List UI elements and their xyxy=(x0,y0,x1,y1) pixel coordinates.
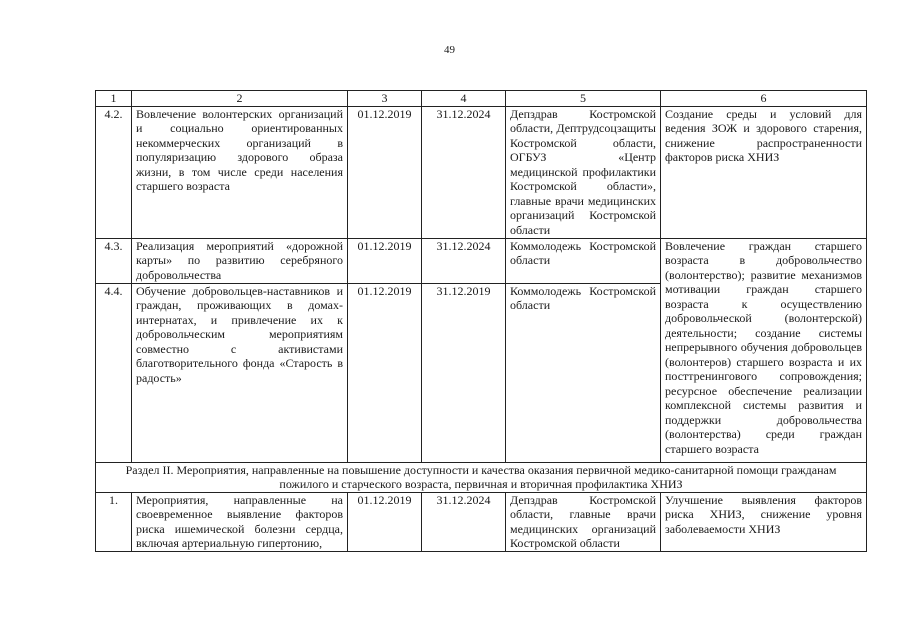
column-header: 6 xyxy=(661,91,867,107)
column-header: 4 xyxy=(422,91,506,107)
row-number: 4.2. xyxy=(96,106,132,238)
result-cell: Улучшение выявления факторов риска ХНИЗ, снижение уровня заболеваемости ХНИЗ xyxy=(661,492,867,551)
executor-cell: Депздрав Костромской области, главные врачи медицинских организаций Костромской области xyxy=(506,492,661,551)
result-cell: Вовлечение граждан старшего возраста в добровольчество (волонтерство); развитие механизмов мотивации граждан старшего возраста к осуществлению добровольческой (волонтерской) деятельности; создание системы непрерывного обучения добровольцев (волонтеров) старшего возраста и их посттренингового сопровождения; ресурсное обеспечение реализации комплексной системы развития и поддержки добровольчества (волонтерства) среди граждан старшего возраста xyxy=(661,238,867,462)
column-header: 5 xyxy=(506,91,661,107)
column-header: 2 xyxy=(132,91,348,107)
end-date-cell: 31.12.2019 xyxy=(422,283,506,462)
activity-cell: Обучение добровольцев-наставников и граждан, проживающих в домах-интернатах, и привлечение их к добровольческим мероприятиям совместно с активистами благотворительного фонда «Старость в радость» xyxy=(132,283,348,462)
row-number: 4.4. xyxy=(96,283,132,462)
table-row xyxy=(96,106,867,238)
measures-table xyxy=(95,90,867,552)
end-date-cell: 31.12.2024 xyxy=(422,238,506,283)
activity-cell: Вовлечение волонтерских организаций и социально ориентированных некоммерческих организаций в популяризацию здорового образа жизни, в том числе среди населения старшего возраста xyxy=(132,106,348,238)
row-number: 4.3. xyxy=(96,238,132,283)
column-header: 3 xyxy=(348,91,422,107)
start-date-cell: 01.12.2019 xyxy=(348,106,422,238)
executor-cell: Депздрав Костромской области, Дептрудсоцзащиты Костромской области, ОГБУЗ «Центр медицинской профилактики Костромской области», главные врачи медицинских организаций Костромской области xyxy=(506,106,661,238)
table-row xyxy=(96,492,867,551)
row-number: 1. xyxy=(96,492,132,551)
end-date-cell: 31.12.2024 xyxy=(422,106,506,238)
activity-cell: Реализация мероприятий «дорожной карты» по развитию серебряного добровольчества xyxy=(132,238,348,283)
executor-cell: Коммолодежь Костромской области xyxy=(506,283,661,462)
result-cell: Создание среды и условий для ведения ЗОЖ и здорового старения, снижение распространенности факторов риска ХНИЗ xyxy=(661,106,867,238)
start-date-cell: 01.12.2019 xyxy=(348,238,422,283)
start-date-cell: 01.12.2019 xyxy=(348,283,422,462)
end-date-cell: 31.12.2024 xyxy=(422,492,506,551)
column-header: 1 xyxy=(96,91,132,107)
page-number: 49 xyxy=(444,44,455,56)
section-title: Раздел II. Мероприятия, направленные на повышение доступности и качества оказания первичной медико-санитарной помощи гражданам пожилого и старческого возраста, первичная и вторичная профилактика ХНИЗ xyxy=(96,462,867,492)
activity-cell: Мероприятия, направленные на своевременное выявление факторов риска ишемической болезни сердца, включая артериальную гипертонию, xyxy=(132,492,348,551)
executor-cell: Коммолодежь Костромской области xyxy=(506,238,661,283)
start-date-cell: 01.12.2019 xyxy=(348,492,422,551)
table-row xyxy=(96,238,867,283)
section-row xyxy=(96,462,867,492)
table-header-row xyxy=(96,91,867,107)
